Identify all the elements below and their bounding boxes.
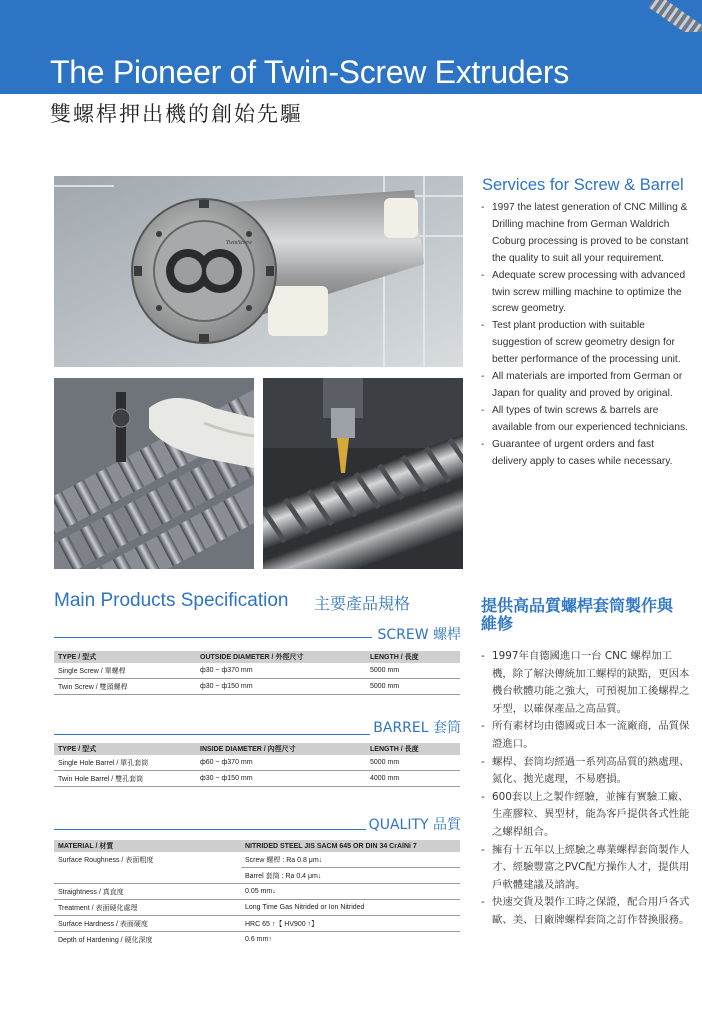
zh-services-item: - 600套以上之製作經驗，並擁有實驗工廠、生產膠粒、異型材，能為客戶提供各式性能之螺桿組合。 [481,789,691,842]
zh-services-item: - 擁有十五年以上經驗之專業螺桿套筒製作人才、經驗豐富之PVC配方操作人才，提供用戶軟體建議及諮詢。 [481,842,691,895]
table-row [54,852,460,868]
zh-services-item: - 所有素材均由德國或日本一流廠商，品質保證進口。 [481,718,691,753]
services-item: - All types of twin screws & barrels are available from our experienced technicians. [481,403,691,437]
page-title: The Pioneer of Twin-Screw Extruders [50,54,569,90]
table-cell: Straightness / 真直度 [54,884,241,900]
barrel-photo [54,176,463,367]
barrel-heading: BARREL 套筒 [373,720,461,736]
table-header-row [54,743,460,755]
services-heading: Services for Screw & Barrel [482,176,684,194]
table-cell: 5000 mm [366,679,460,695]
screw-thumbnail [648,0,702,32]
column-header: TYPE / 型式 [54,651,196,663]
spec-title-zh: 主要產品規格 [314,594,411,613]
quality-table [54,840,460,947]
quality-heading: QUALITY 品質 [368,817,461,833]
table-cell: Barrel 套筒 : Ra 0.4 μm↓ [241,868,460,884]
table-cell: ф30 ~ ф150 mm [196,679,366,695]
services-item: - All materials are imported from German or Japan for quality and proved by original. [481,369,691,403]
table-row [54,932,460,948]
table-row [54,679,460,695]
table-row [54,755,460,771]
zh-services-heading: 提供高品質螺桿套筒製作與維修 [481,596,674,633]
table-cell: Long Time Gas Nitrided or Ion Nitrided [241,900,460,916]
table-row [54,916,460,932]
column-header: INSIDE DIAMETER / 內徑尺寸 [196,743,366,755]
screw-divider [54,637,372,638]
table-cell: 4000 mm [366,771,460,787]
services-item: - Adequate screw processing with advanced twin screw milling machine to optimize the screw geometry. [481,268,691,319]
services-item: - Test plant production with suitable suggestion of screw geometry design for better performance of the processing unit. [481,318,691,369]
screw-heading: SCREW 螺桿 [377,627,461,643]
column-header: NITRIDED STEEL JIS SACM 645 OR DIN 34 CrAlNi 7 [241,840,460,852]
table-cell: ф60 ~ ф370 mm [196,755,366,771]
table-cell: 0.05 mm↓ [241,884,460,900]
table-cell: Single Hole Barrel / 單孔套筒 [54,755,196,771]
table-cell [54,868,241,884]
table-row [54,663,460,679]
table-cell: Twin Screw / 雙頭螺桿 [54,679,196,695]
table-header-row [54,840,460,852]
spec-title: Main Products Specification [54,590,289,611]
column-header: TYPE / 型式 [54,743,196,755]
services-item: - Guarantee of urgent orders and fast delivery apply to cases while necessary. [481,437,691,471]
table-cell: Single Screw / 單螺桿 [54,663,196,679]
services-list [481,200,691,471]
barrel-divider [54,734,370,735]
zh-services-list [481,648,691,930]
table-cell: Depth of Hardening / 硬化深度 [58,936,153,944]
table-cell: Twin Hole Barrel / 雙孔套筒 [54,771,196,787]
column-header: MATERIAL / 材質 [54,840,241,852]
table-cell: Treatment / 表面硬化處理 [54,900,241,916]
table-cell: 0.6 mm↑ [245,936,272,943]
cnc-milling-photo [263,378,463,569]
column-header: LENGTH / 長度 [366,743,460,755]
table-cell: Screw 螺桿 : Ra 0.8 μm↓ [241,852,460,868]
screw-table [54,651,460,695]
table-cell: HRC 65 ↑【 HV900 ↑】 [241,916,460,932]
zh-services-item: - 1997年自德國進口一台 CNC 螺桿加工機，除了解決傳統加工螺桿的缺點，更因本機台軟體功能之強大，可預視加工後螺桿之牙型，以確保產品之高品質。 [481,648,691,718]
zh-services-item: - 快速交貨及製作工時之保證，配合用戶各式歐、美、日廠牌螺桿套筒之訂作替換服務。 [481,894,691,929]
screw-measuring-photo [54,378,254,569]
column-header: OUTSIDE DIAMETER / 外徑尺寸 [196,651,366,663]
services-item: - 1997 the latest generation of CNC Milling & Drilling machine from German Waldrich Coburg processing is proved to be constant the quality to suit all your requirement. [481,200,691,268]
table-row [54,771,460,787]
table-cell: 5000 mm [366,755,460,771]
barrel-brand-label: TwinScrew [226,240,253,246]
barrel-table [54,743,460,787]
table-cell: ф30 ~ ф150 mm [196,771,366,787]
quality-divider [54,829,366,830]
table-header-row [54,651,460,663]
table-cell: Surface Roughness / 表面粗度 [58,856,154,864]
table-row [54,900,460,916]
table-cell: Surface Hardness / 表面硬度 [54,916,241,932]
page-subtitle-zh: 雙螺桿押出機的創始先驅 [50,102,303,126]
table-row [54,868,460,884]
column-header: LENGTH / 長度 [366,651,460,663]
zh-services-item: - 螺桿、套筒均經過一系列高品質的熱處理、氮化、拋光處理，不易磨損。 [481,754,691,789]
table-row [54,884,460,900]
table-cell: ф30 ~ ф370 mm [196,663,366,679]
table-cell: 5000 mm [366,663,460,679]
